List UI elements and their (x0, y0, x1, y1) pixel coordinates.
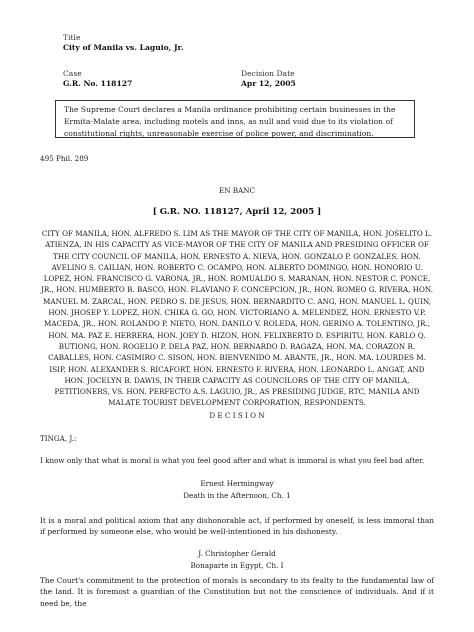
body-paragraph: The Court's commitment to the protection of morals is secondary to its fealty to the fundamental law of the land. It is foremost a guardian of the Constitution but not the conscience of individuals. And if it need be, the (40, 576, 434, 608)
case-value: G.R. No. 118127 (63, 79, 133, 88)
quote-2-source: Bonaparte in Egypt, Ch. I (190, 561, 284, 570)
summary-box: The Supreme Court declares a Manila ordinance prohibiting certain businesses in the Ermita-Malate area, including motels and inns, as null and void due to its violation of constitutional rights, unreasonable exercise of police power, and discrimination. (55, 100, 415, 138)
quote-1-source: Death in the Afternoon, Ch. 1 (183, 491, 291, 500)
case-label: Case (63, 69, 82, 78)
parties-block: CITY OF MANILA, HON. ALFREDO S. LIM AS THE MAYOR OF THE CITY OF MANILA, HON. JOSELITO L. ATIENZA, IN HIS CAPACITY AS VICE-MAYOR OF THE CITY OF MANILA AND PRESIDING OFFICER OF THE CITY COUNCIL OF MANILA, HON. ERNESTO A. NIEVA, HON. GONZALO P. GONZALES, HON. AVELINO S. CAILIAN, HON. ROBERTO C. OCAMPO, HON. ALBERTO DOMINGO, HON. HONORIO U. LOPEZ, HON. FRANCISCO G. VARONA, JR., HON. ROMUALDO S. MARANAN, HON. NESTOR C. PONCE, JR., HON. HUMBERTO B. BASCO, HON. FLAVIANO F. CONCEPCION, JR., HON. ROMEO G. RIVERA, HON. MANUEL M. ZARCAL, HON. PEDRO S. DE JESUS, HON. BERNARDITO C. ANG, HON. MANUEL L. QUIN, HON. JHOSEP Y. LOPEZ, HON. CHIKA G. GO, HON. VICTORIANO A. MELENDEZ, HON. ERNESTO V.P. MACEDA, JR., HON. ROLANDO P. NIETO, HON. DANILO V. ROLEDA, HON. GERINO A. TOLENTINO, JR., HON. MA. PAZ E. HERRERA, HON. JOEY D. HIZON, HON. FELIXBERTO D. ESPIRITU, HON. KARLO Q. BUTIONG, HON. ROGELIO P. DELA PAZ, HON. BERNARDO D. RAGAZA, HON. MA. CORAZON R. CABALLES, HON. CASIMIRO C. SISON, HON. BIENVENIDO M. ABANTE, JR., HON. MA. LOURDES M. ISIP, HON. ALEXANDER S. RICAFORT, HON. ERNESTO F. RIVERA, HON. LEONARDO L. ANGAT, AND HON. JOCELYN B. DAWIS, IN THEIR CAPACITY AS COUNCILORS OF THE CITY OF MANILA, PETITIONERS, VS. HON. PERFECTO A.S. LAGUIO, JR., AS PRESIDING JUDGE, RTC, MANILA AND MALATE TOURIST DEVELOPMENT CORPORATION, RESPONDENTS. (40, 229, 434, 408)
decision-date-value: Apr 12, 2005 (241, 79, 296, 88)
gr-heading: [ G.R. NO. 118127, April 12, 2005 ] (152, 207, 322, 217)
quote-1: I know only that what is moral is what you feel good after and what is immoral is what you feel bad after. (40, 456, 425, 465)
title-label: Title (63, 33, 81, 42)
decision-date-label: Decision Date (241, 69, 295, 78)
citation: 495 Phil. 289 (40, 154, 89, 163)
quote-2-author: J. Christopher Gerald (198, 549, 276, 558)
quote-2: It is a moral and political axiom that any dishonorable act, if performed by oneself, is less immoral than if performed by someone else, who would be well-intentioned in his dishonesty. (40, 516, 434, 537)
title-value: City of Manila vs. Laguio, Jr. (63, 43, 184, 52)
ponente: TINGA, J.: (40, 434, 77, 443)
en-banc-heading: EN BANC (218, 186, 256, 195)
decision-heading: D E C I S I O N (209, 411, 265, 420)
quote-1-author: Ernest Hermingway (200, 479, 274, 488)
